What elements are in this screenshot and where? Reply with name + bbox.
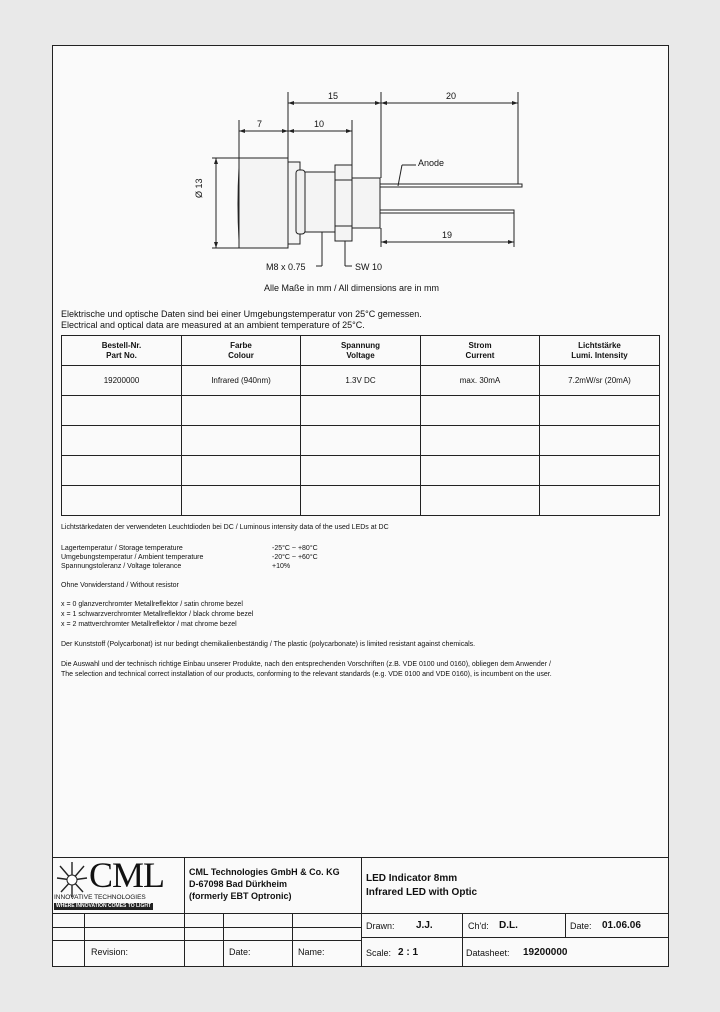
date-label: Date: <box>570 921 592 931</box>
note-ambient-label: Umgebungstemperatur / Ambient temperature <box>61 554 204 561</box>
scale-value: 2 : 1 <box>398 947 419 958</box>
scale-label: Scale: <box>366 948 392 958</box>
dim-19: 19 <box>442 230 453 240</box>
date-value: 01.06.06 <box>602 920 641 931</box>
note-storage-value: -25°C ~ +80°C <box>272 545 318 552</box>
note-selection-de: Die Auswahl und der technisch richtige Einbau unserer Produkte, nach den entsprechenden Vorschriften (z.B. VDE 0100 und 0160), obliegen dem Anwender / <box>61 661 551 668</box>
note-plastic: Der Kunststoff (Polycarbonat) ist nur bedingt chemikalienbeständig / The plastic (polycarbonate) is limited resistant against chemicals. <box>61 641 476 648</box>
checked-label: Ch'd: <box>468 921 489 931</box>
cell-current: max. 30mA <box>421 366 540 396</box>
note-bezel-2: x = 2 mattverchromter Metallreflektor / mat chrome bezel <box>61 621 237 628</box>
cell-colour: Infrared (940nm) <box>182 366 301 396</box>
dim-20: 20 <box>446 91 457 101</box>
cell-voltage: 1.3V DC <box>301 366 421 396</box>
company-name: CML Technologies GmbH & Co. KG <box>189 867 340 877</box>
table-row-empty <box>62 396 660 426</box>
header-part-no: Bestell-Nr. Part No. <box>62 336 182 366</box>
note-storage-label: Lagertemperatur / Storage temperature <box>61 545 183 552</box>
cell-intensity: 7.2mW/sr (20mA) <box>540 366 660 396</box>
note-tolerance-label: Spannungstoleranz / Voltage tolerance <box>61 563 182 570</box>
table-row <box>62 366 660 396</box>
revision-name-label: Name: <box>298 947 325 957</box>
logo-subtitle: INNOVATIVE TECHNOLOGIES <box>54 894 146 901</box>
header-intensity: Lichtstärke Lumi. Intensity <box>540 336 660 366</box>
note-ambient-value: -20°C ~ +60°C <box>272 554 318 561</box>
dim-15: 15 <box>328 91 339 101</box>
table-header-row <box>62 336 660 366</box>
note-lumi: Lichtstärkedaten der verwendeten Leuchtdioden bei DC / Luminous intensity data of the used LEDs at DC <box>61 524 389 531</box>
drawn-label: Drawn: <box>366 921 395 931</box>
logo-tagline: WHERE INNOVATION COMES TO LIGHT <box>56 903 151 909</box>
table-row-empty <box>62 426 660 456</box>
note-tolerance-value: +10% <box>272 563 291 570</box>
datasheet-value: 19200000 <box>523 947 568 958</box>
led-technical-drawing <box>0 0 720 300</box>
datasheet-label: Datasheet: <box>466 948 510 958</box>
company-address: D-67098 Bad Dürkheim <box>189 879 288 889</box>
intro-de: Elektrische und optische Daten sind bei einer Umgebungstemperatur von 25°C gemessen. <box>61 309 422 319</box>
note-resistor: Ohne Vorwiderstand / Without resistor <box>61 582 179 589</box>
doc-title-1: LED Indicator 8mm <box>366 873 458 884</box>
doc-title-2: Infrared LED with Optic <box>366 887 478 898</box>
note-bezel-0: x = 0 glanzverchromter Metallreflektor / satin chrome bezel <box>61 601 243 608</box>
table-row-empty <box>62 456 660 486</box>
checked-value: D.L. <box>499 920 518 931</box>
revision-date-label: Date: <box>229 947 251 957</box>
company-formerly: (formerly EBT Optronic) <box>189 891 292 901</box>
anode-label: Anode <box>418 158 445 168</box>
dim-diameter-13: Ø 13 <box>194 178 204 198</box>
cell-part-no: 19200000 <box>62 366 182 396</box>
drawn-value: J.J. <box>416 920 433 931</box>
header-voltage: Spannung Voltage <box>301 336 421 366</box>
logo-text: CML <box>89 855 165 895</box>
spec-table <box>61 335 660 516</box>
note-selection-en: The selection and technical correct installation of our products, conforming to the relevant standards (e.g. VDE 0100 and VDE 0160), is incumbent on the user. <box>61 671 552 678</box>
units-note: Alle Maße in mm / All dimensions are in mm <box>264 283 440 293</box>
wrench-size-label: SW 10 <box>355 262 383 272</box>
thread-label: M8 x 0.75 <box>266 262 306 272</box>
dim-7: 7 <box>257 119 263 129</box>
revision-label: Revision: <box>91 947 129 957</box>
header-current: Strom Current <box>421 336 540 366</box>
note-bezel-1: x = 1 schwarzverchromter Metallreflektor / black chrome bezel <box>61 611 254 618</box>
intro-en: Electrical and optical data are measured at an ambient temperature of 25°C. <box>61 320 365 330</box>
table-row-empty <box>62 486 660 516</box>
header-colour: Farbe Colour <box>182 336 301 366</box>
dim-10: 10 <box>314 119 325 129</box>
